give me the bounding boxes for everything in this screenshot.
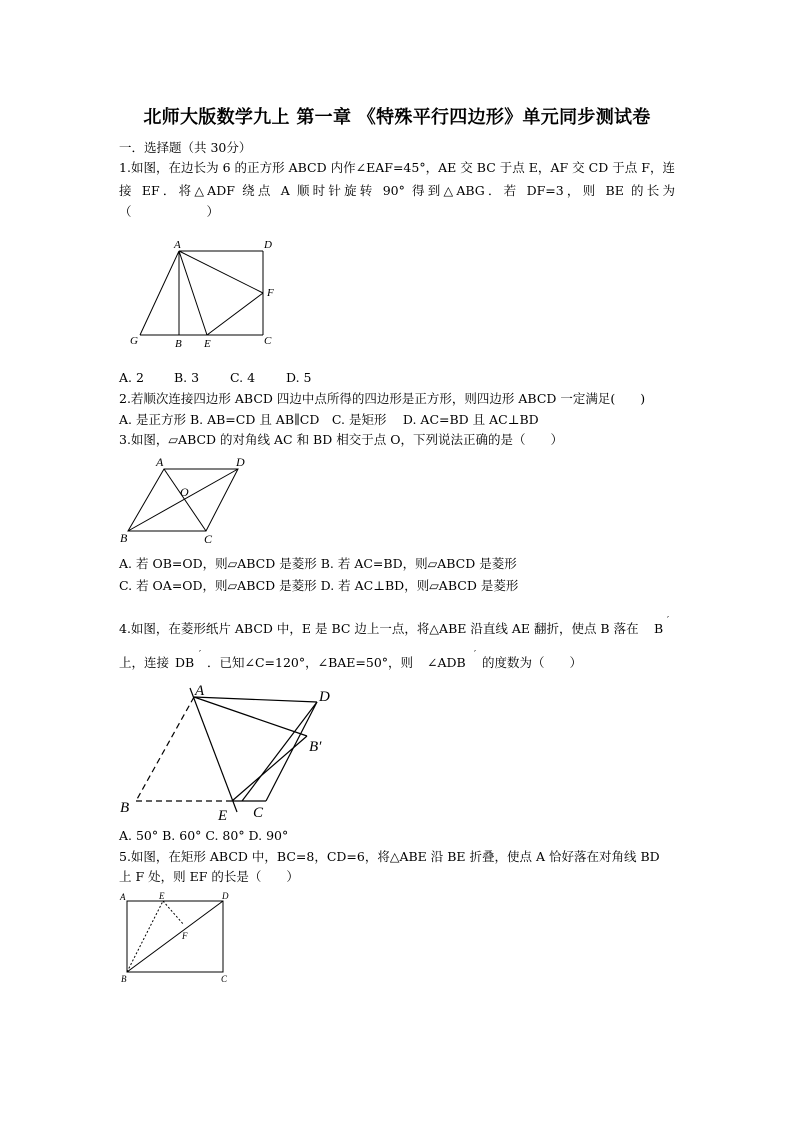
q1-label-e: E [204, 338, 211, 350]
q4-text-line2b: ．已知∠C=120°，∠BAE=50°，则 [207, 655, 414, 670]
q1-label-g: G [130, 335, 138, 347]
q4-adb-prime: ′ [474, 650, 477, 660]
q5-text-line2: 上 F 处，则 EF 的长是（ ） [119, 869, 299, 884]
q3-label-o: O [180, 485, 189, 499]
q5-label-d: D [222, 891, 229, 901]
q5-label-f: F [182, 931, 188, 941]
q5-label-c: C [221, 974, 228, 984]
q5-text-line1: 5.如图，在矩形 ABCD 中，BC=8，CD=6，将△ABE 沿 BE 折叠，使点 A 恰好落在对角线 BD [119, 849, 660, 864]
q3-label-a: A [156, 455, 164, 469]
q3-options-ab: A. 若 OB=OD，则▱ABCD 是菱形 B. 若 AC=BD，则▱ABCD 是菱形 [119, 556, 517, 571]
q2-text: 2.若顺次连接四边形 ABCD 四边中点所得的四边形是正方形，则四边形 ABCD 一定满足( ) [119, 391, 646, 406]
q4-label-e: E [218, 808, 228, 824]
q1-text-line1: 1.如图，在边长为 6 的正方形 ABCD 内作∠EAF=45°，AE 交 BC 于点 E，AF 交 CD 于点 F，连 [119, 160, 675, 175]
q1-label-a: A [174, 239, 181, 251]
q4-label-b: B [120, 800, 130, 816]
q3-label-b: B [120, 531, 128, 545]
q1-answer-blank: （ ） [119, 204, 220, 219]
q1-option-b: B. 3 [174, 370, 200, 385]
q1-option-a: A. 2 [119, 370, 144, 385]
q4-label-a: A [195, 683, 205, 699]
q4-label-d: D [319, 689, 330, 705]
q3-options-cd: C. 若 OA=OD，则▱ABCD 是菱形 D. 若 AC⊥BD，则▱ABCD 是菱形 [119, 578, 519, 593]
q1-option-c: C. 4 [230, 370, 256, 385]
q2-options: A. 是正方形 B. AB=CD 且 AB∥CD C. 是矩形 D. AC=BD 且 AC⊥BD [119, 412, 539, 427]
q4-angle-adb: ∠ADB [427, 655, 466, 670]
q4-db-prime: ′ [199, 650, 202, 660]
q1-label-c: C [264, 335, 272, 347]
q1-text-line2: 接 EF．将△ADF 绕点 A 顺时针旋转 90° 得到△ABG．若 DF=3，则 BE 的长为 [119, 183, 675, 198]
q5-label-e: E [159, 891, 165, 901]
q5-label-a: A [120, 892, 126, 902]
q4-options: A. 50° B. 60° C. 80° D. 90° [119, 828, 289, 843]
q1-option-d: D. 5 [286, 370, 312, 385]
q4-b-prime-mark: ′ [667, 616, 670, 626]
q3-text: 3.如图，▱ABCD 的对角线 AC 和 BD 相交于点 O，下列说法正确的是（ ） [119, 432, 563, 447]
q3-label-c: C [204, 532, 213, 546]
page-title: 北师大版数学九上 第一章 《特殊平行四边形》单元同步测试卷 [143, 107, 651, 128]
q4-db: DB [175, 655, 195, 670]
q5-line-ef [163, 901, 184, 925]
q4-label-b-prime: B′ [309, 739, 322, 755]
q4-text-line2c: 的度数为（ ） [482, 655, 583, 670]
q4-b-prime-b: B [654, 621, 664, 636]
q5-diagonal-bd [127, 901, 223, 972]
q3-label-d: D [236, 455, 245, 469]
section-heading: 一．选择题（共 30分） [119, 140, 252, 155]
q5-line-be [127, 901, 163, 972]
q1-label-f: F [267, 287, 274, 299]
q4-text-line2a: 上，连接 [119, 655, 170, 670]
q1-label-d: D [264, 239, 272, 251]
q1-label-b: B [175, 338, 182, 350]
q4-label-c: C [253, 805, 264, 821]
q4-text-line1: 4.如图，在菱形纸片 ABCD 中，E 是 BC 边上一点，将△ABE 沿直线 AE 翻折，使点 B 落在 [119, 621, 639, 636]
q5-label-b: B [121, 974, 127, 984]
